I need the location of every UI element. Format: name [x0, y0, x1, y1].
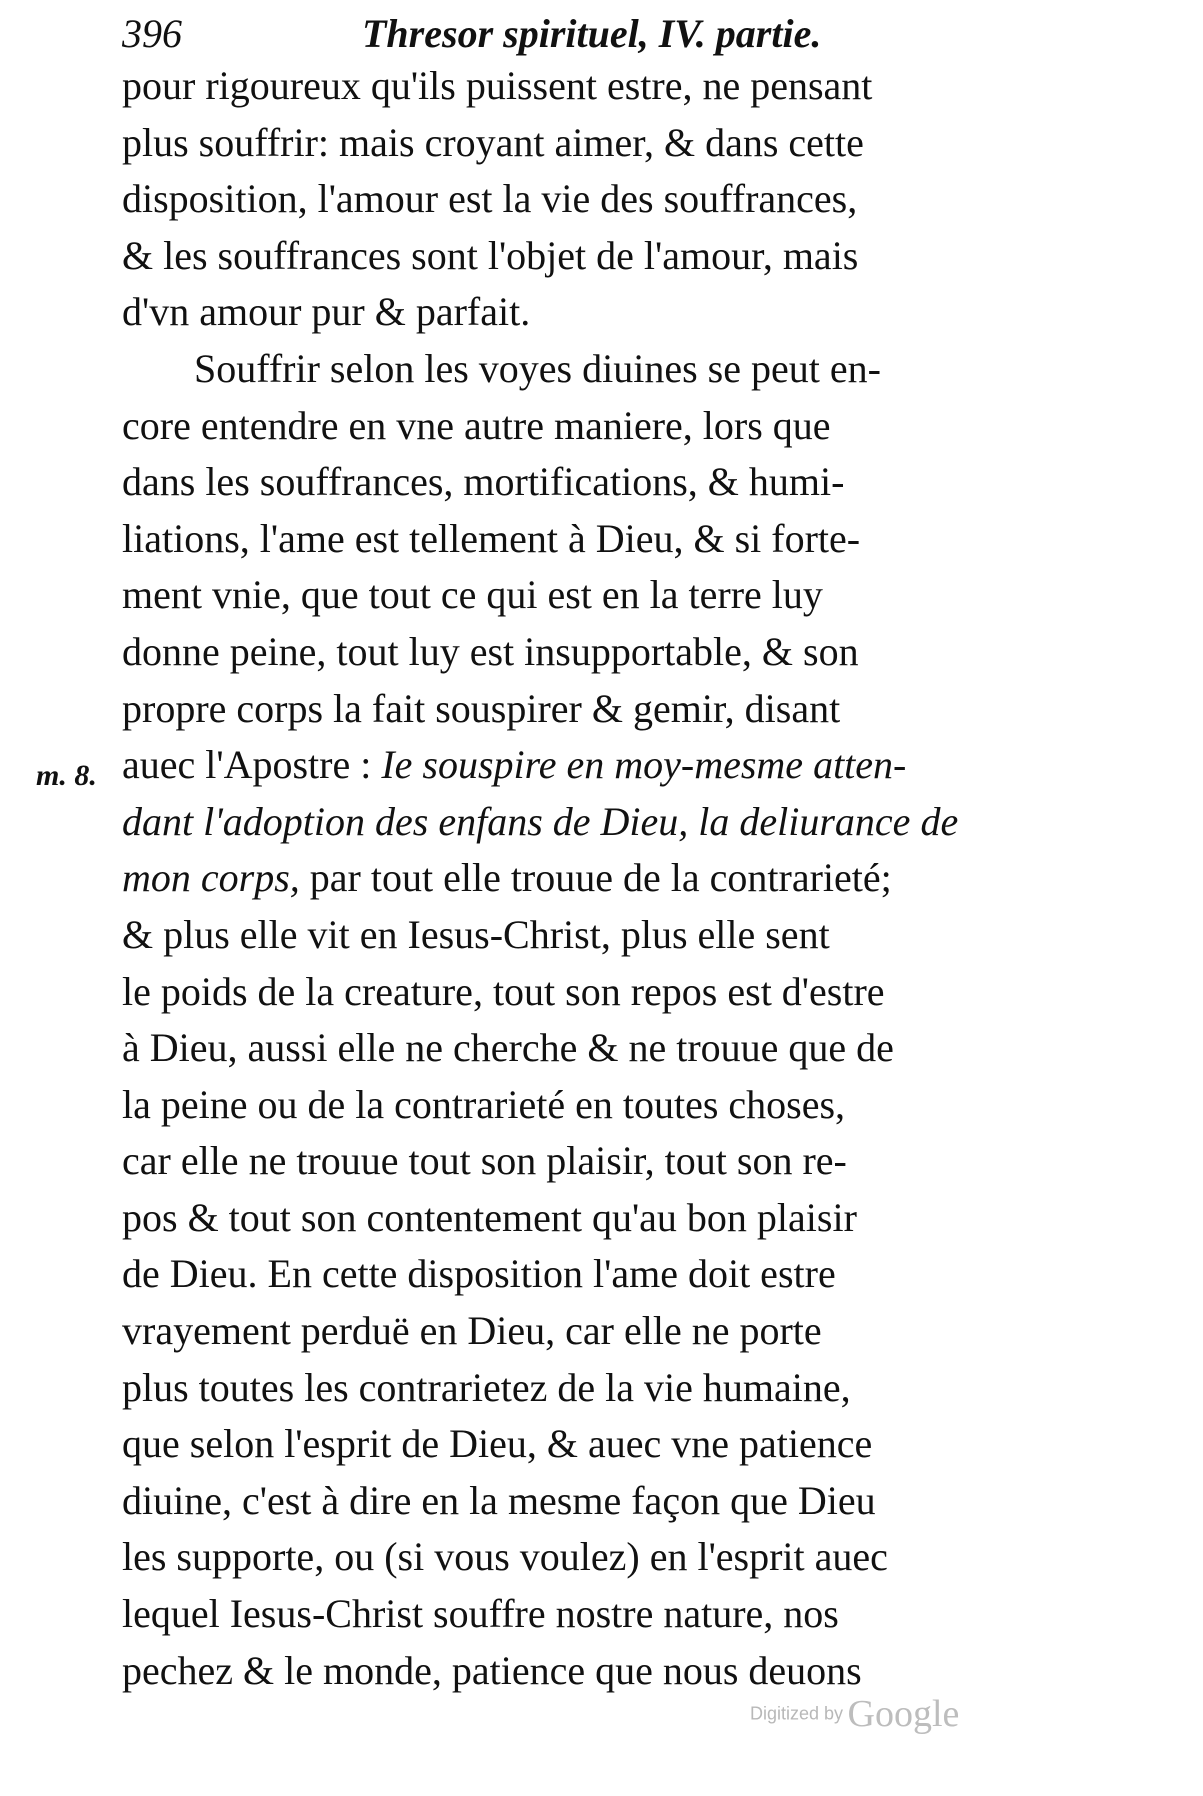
watermark-brand-logo: Google — [847, 1693, 960, 1735]
text-line — [122, 1190, 1102, 1247]
digitized-watermark — [750, 1692, 959, 1736]
text-line — [122, 511, 1102, 568]
scripture-quote: dant l'adoption des enfans de Dieu, la deliurance de — [122, 798, 959, 844]
text-line — [122, 681, 1102, 738]
text-line — [122, 1473, 1102, 1530]
text-line — [122, 1246, 1102, 1303]
text-line — [122, 171, 1102, 228]
quotation-line — [122, 850, 1102, 907]
page-number: 396 — [122, 11, 182, 56]
line-text: pechez & le monde, patience que nous deuons — [122, 1647, 862, 1693]
line-text: la peine ou de la contrarieté en toutes choses, — [122, 1081, 846, 1127]
text-line — [122, 228, 1102, 285]
line-text: pos & tout son contentement qu'au bon plaisir — [122, 1194, 857, 1240]
scripture-quote: mon corps, — [122, 855, 300, 901]
quotation-line — [122, 794, 1102, 851]
body-text — [122, 58, 1102, 1699]
line-text: par tout elle trouue de la contrarieté; — [299, 855, 892, 901]
running-head — [122, 8, 1082, 60]
text-line — [122, 1020, 1102, 1077]
quotation-line — [122, 737, 1102, 794]
running-head-title: Thresor spirituel, IV. partie. — [362, 11, 822, 56]
line-text: disposition, l'amour est la vie des souffrances, — [122, 176, 858, 222]
text-line — [122, 1077, 1102, 1134]
line-text: les supporte, ou (si vous voulez) en l'esprit auec — [122, 1534, 888, 1580]
line-text: & plus elle vit en Iesus-Christ, plus elle sent — [122, 911, 830, 957]
line-text: pour rigoureux qu'ils puissent estre, ne pensant — [122, 63, 873, 108]
text-line — [122, 58, 1102, 115]
text-line — [122, 1643, 1102, 1700]
text-line — [122, 115, 1102, 172]
line-text: lequel Iesus-Christ souffre nostre nature, nos — [122, 1591, 839, 1637]
line-text: vrayement perduë en Dieu, car elle ne porte — [122, 1308, 822, 1354]
line-text: propre corps la fait souspirer & gemir, disant — [122, 685, 841, 731]
line-text: diuine, c'est à dire en la mesme façon que Dieu — [122, 1477, 876, 1523]
watermark-prefix: Digitized by — [750, 1703, 844, 1724]
text-line — [122, 1133, 1102, 1190]
line-text: liations, l'ame est tellement à Dieu, & si forte- — [122, 515, 861, 561]
text-line — [122, 1586, 1102, 1643]
line-text: auec l'Apostre : — [122, 742, 382, 788]
line-text: ment vnie, que tout ce qui est en la terre luy — [122, 572, 823, 618]
line-text: & les souffrances sont l'objet de l'amour, mais — [122, 232, 859, 278]
line-text: car elle ne trouue tout son plaisir, tout son re- — [122, 1138, 847, 1184]
line-text: core entendre en vne autre maniere, lors que — [122, 402, 831, 448]
line-text: dans les souffrances, mortifications, & humi- — [122, 459, 845, 505]
text-line — [122, 1360, 1102, 1417]
line-text: plus souffrir: mais croyant aimer, & dans cette — [122, 119, 864, 165]
text-line — [122, 1416, 1102, 1473]
text-line — [122, 1529, 1102, 1586]
text-line — [122, 964, 1102, 1021]
margin-note: m. 8. — [36, 759, 97, 792]
line-text: à Dieu, aussi elle ne cherche & ne trouue que de — [122, 1025, 894, 1071]
line-text: que selon l'esprit de Dieu, & auec vne patience — [122, 1421, 873, 1467]
text-line — [122, 398, 1102, 455]
line-text: de Dieu. En cette disposition l'ame doit estre — [122, 1251, 836, 1297]
text-line — [122, 624, 1102, 681]
scripture-quote: Ie souspire en moy-mesme atten- — [381, 742, 907, 788]
text-line — [122, 567, 1102, 624]
text-line — [122, 907, 1102, 964]
text-line — [122, 284, 1102, 341]
text-line — [122, 1303, 1102, 1360]
line-text: d'vn amour pur & parfait. — [122, 289, 531, 335]
line-text: le poids de la creature, tout son repos est d'estre — [122, 968, 885, 1014]
line-text: Souffrir selon les voyes diuines se peut en- — [194, 345, 881, 391]
line-text: donne peine, tout luy est insupportable, & son — [122, 628, 859, 674]
text-line — [122, 454, 1102, 511]
paragraph-start-line — [122, 341, 1102, 398]
line-text: plus toutes les contrarietez de la vie humaine, — [122, 1364, 851, 1410]
